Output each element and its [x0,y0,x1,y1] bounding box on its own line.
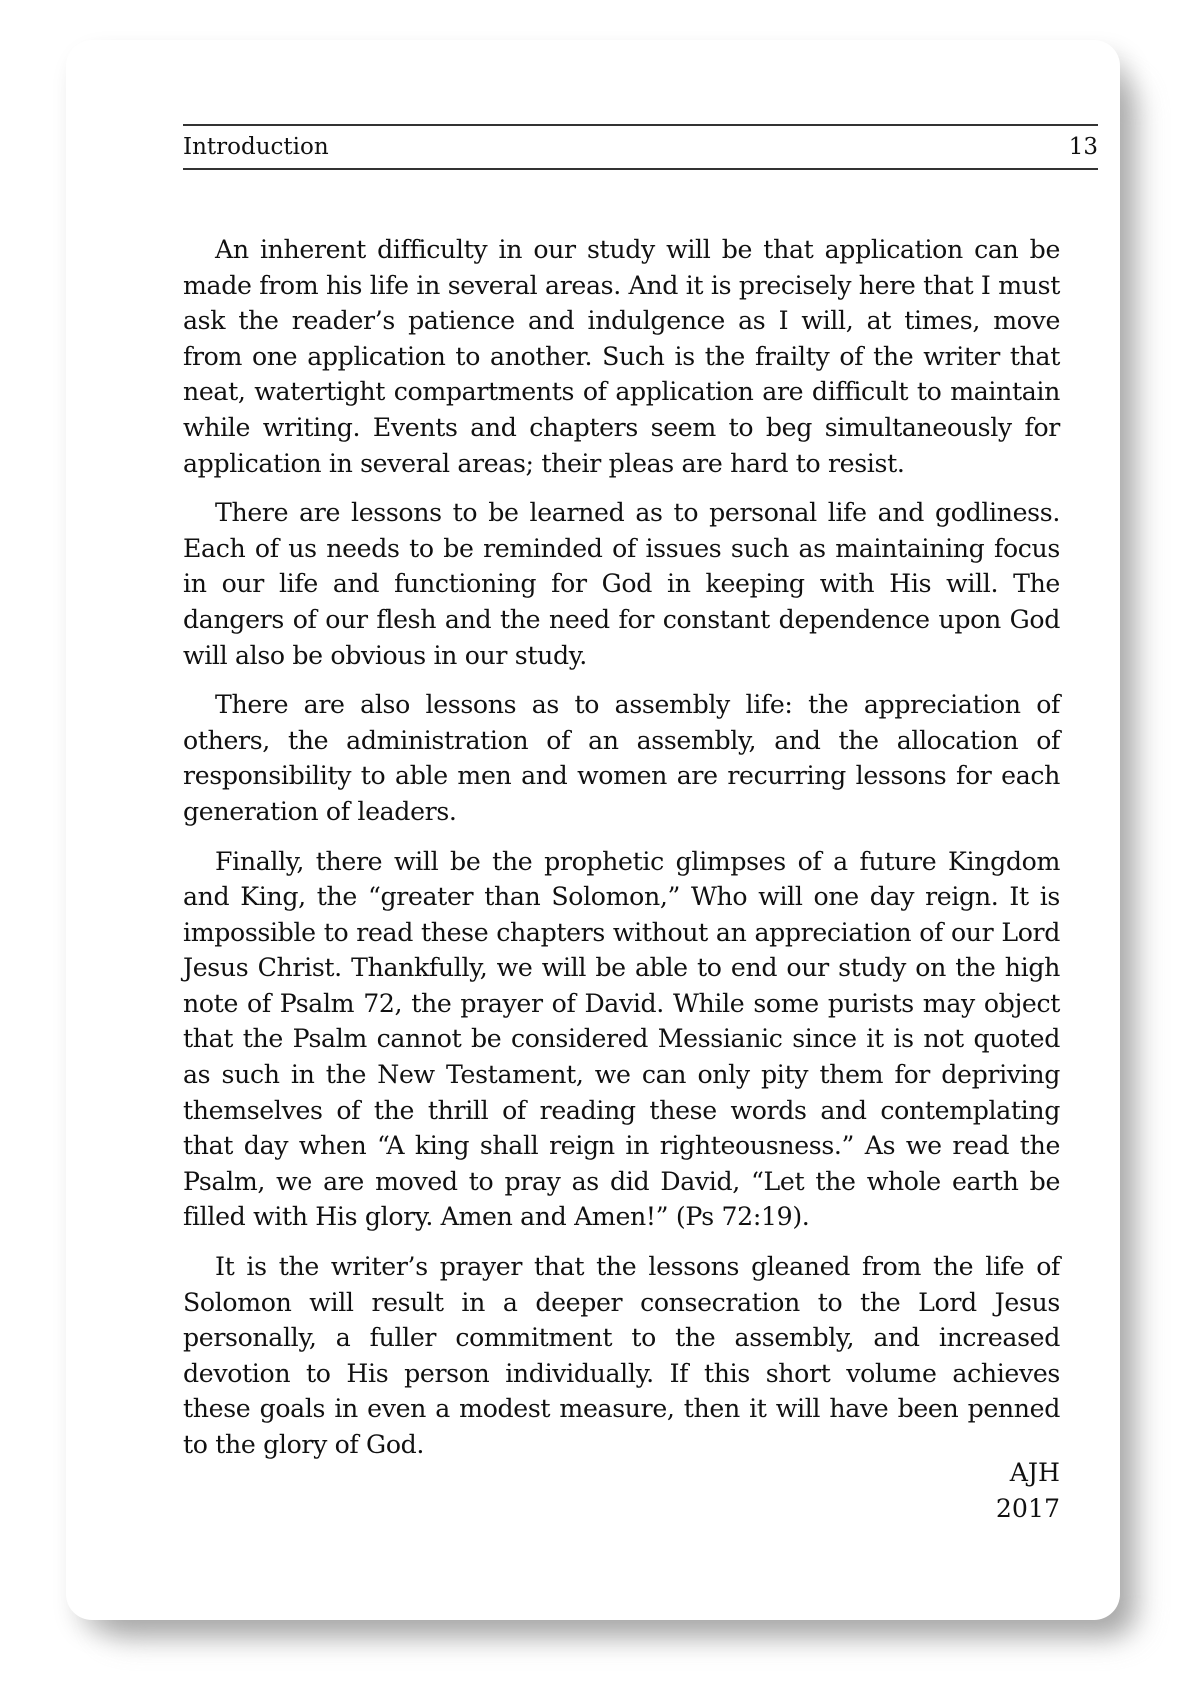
running-header [183,124,1098,170]
paragraph: It is the writer’s prayer that the lessons gleaned from the life of Solomon will result in a deeper consecration to the Lord Jesus personally, a fuller commitment to the assembly, and increased devotion to His person individually. If this short volume achieves these goals in even a modest measure, then it will have been penned to the glory of God. [183,1252,1060,1459]
paragraph: There are lessons to be learned as to personal life and godliness. Each of us needs to be reminded of issues such as maintaining focus in our life and functioning for God in keeping with His will. The dangers of our flesh and the need for constant dependence upon God will also be obvious in our study. [183,498,1060,670]
signature-year: 2017 [995,1493,1060,1523]
paragraph: Finally, there will be the prophetic glimpses of a future Kingdom and King, the “greater than Solomon,” Who will one day reign. It is impossible to read these chapters without an appreciation of our Lord Jesus Christ. Thankfully, we will be able to end our study on the high note of Psalm 72, the prayer of David. While some purists may object that the Psalm cannot be considered Messianic since it is not quoted as such in the New Testament, we can only pity them for depriving themselves of the thrill of reading these words and contemplating that day when “A king shall reign in righteousness.” As we read the Psalm, we are moved to pray as did David, “Let the whole earth be filled with His glory. Amen and Amen!” (Ps 72:19). [183,846,1060,1232]
body-text [183,232,1060,1477]
author-initials: AJH [1009,1458,1060,1487]
paragraph: There are also lessons as to assembly life: the appreciation of others, the administration of an assembly, and the allocation of responsibility to able men and women are recurring lessons for each generation of leaders. [183,690,1060,826]
section-title: Introduction [183,134,329,160]
author-signature [996,1455,1060,1526]
paragraph: An inherent difficulty in our study will be that application can be made from his life in several areas. And it is precisely here that I must ask the reader’s patience and indulgence as I will, at times, move from one application to another. Such is the frailty of the writer that neat, watertight compartments of application are difficult to maintain while writing. Events and chapters seem to beg simultaneously for application in several areas; their pleas are hard to resist. [183,235,1060,478]
page-number: 13 [1068,134,1098,160]
